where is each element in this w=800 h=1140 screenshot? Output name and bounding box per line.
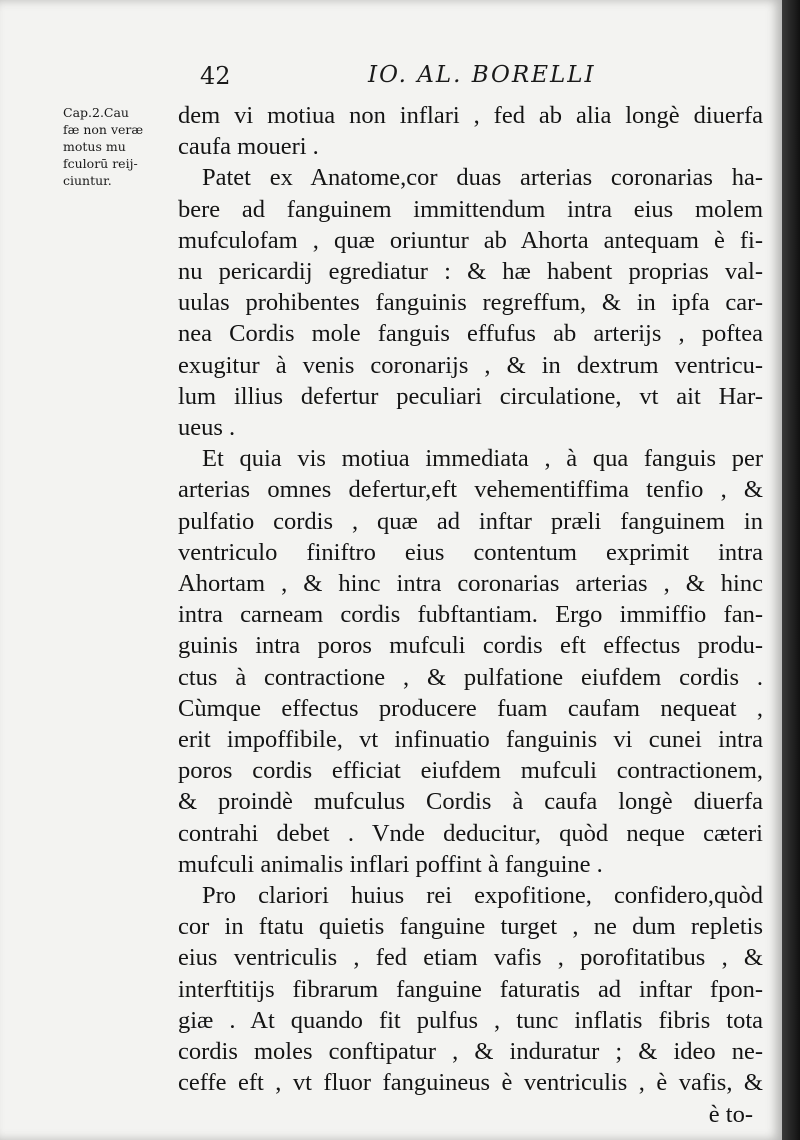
text-line: bere ad fanguinem immittendum intra eius molem [178,195,763,223]
text-line: ueus . [178,414,236,442]
text-line: ceffe eft , vt fluor fanguineus è ventriculis , è vafis, & [178,1069,763,1097]
text-line: ctus à contractione , & pulfatione eiufdem cordis . [178,663,763,691]
text-line: uulas prohibentes fanguinis regreffum, & in ipfa car- [178,289,763,317]
text-line: Cùmque effectus producere fuam caufam nequeat , [178,694,763,722]
text-line: lum illius defertur peculiari circulatione, vt ait Har- [178,382,763,410]
text-line: pulfatio cordis , quæ ad inftar præli fanguinem in [178,507,763,535]
text-line: nu pericardij egrediatur : & hæ habent proprias val- [178,258,763,286]
text-line: Pro clariori huius rei expofitione, confidero,quòd [202,882,763,910]
text-line: giæ . At quando fit pulfus , tunc inflatis fibris tota [178,1006,763,1034]
text-line: dem vi motiua non inflari , fed ab alia longè diuerfa [178,102,763,129]
catchword: è to- [708,1100,753,1128]
text-line: Patet ex Anatome,cor duas arterias coronarias ha- [202,164,763,192]
text-line: ventriculo finiftro eius contentum exprimit intra [178,538,763,566]
margin-note-line: motus mu [63,139,126,154]
body-text [178,100,763,1130]
text-line: arterias omnes defertur,eft vehementiffima tenfio , & [178,476,763,504]
text-line: caufa moueri . [178,133,319,161]
text-line: nea Cordis mole fanguis effufus ab arterijs , poftea [178,320,763,348]
margin-note-line: Cap.2.Cau [63,105,129,120]
text-line: & proindè mufculus Cordis à caufa longè diuerfa [178,788,763,816]
text-line: Ahortam , & hinc intra coronarias arterias , & hinc [178,570,763,598]
page-number: 42 [200,62,231,90]
text-line: cor in ftatu quietis fanguine turget , ne dum repletis [178,913,763,941]
text-line: erit impoffibile, vt infinuatio fanguinis vi cunei intra [178,726,763,754]
text-line: guinis intra poros mufculi cordis eft effectus produ- [178,632,763,660]
text-line: mufculofam , quæ oriuntur ab Ahorta antequam è fi- [178,226,763,254]
margin-note-line: ciuntur. [63,173,112,188]
text-line: mufculi animalis inflari poffint à fanguine . [178,850,603,878]
text-line: poros cordis efficiat eiufdem mufculi contractionem, [178,757,763,785]
margin-note-line: fculorū reij- [63,156,138,171]
text-line: eius ventriculis , fed etiam vafis , porofitatibus , & [178,944,763,972]
text-line: Et quia vis motiua immediata , à qua fanguis per [202,445,763,473]
text-line: cordis moles conftipatur , & induratur ; & ideo ne- [178,1038,763,1066]
text-line: contrahi debet . Vnde deducitur, quòd neque cæteri [178,819,763,847]
running-title: IO. AL. BORELLI [368,62,596,88]
margin-note-line: fæ non veræ [63,122,144,137]
page-edge-shadow [782,0,800,1140]
margin-note [63,104,168,189]
text-line: exugitur à venis coronarijs , & in dextrum ventricu- [178,351,763,379]
page-header [0,58,782,94]
text-line: intra carneam cordis fubftantiam. Ergo immiffio fan- [178,601,763,629]
text-line: interftitijs fibrarum fanguine faturatis ad inftar fpon- [178,975,763,1003]
